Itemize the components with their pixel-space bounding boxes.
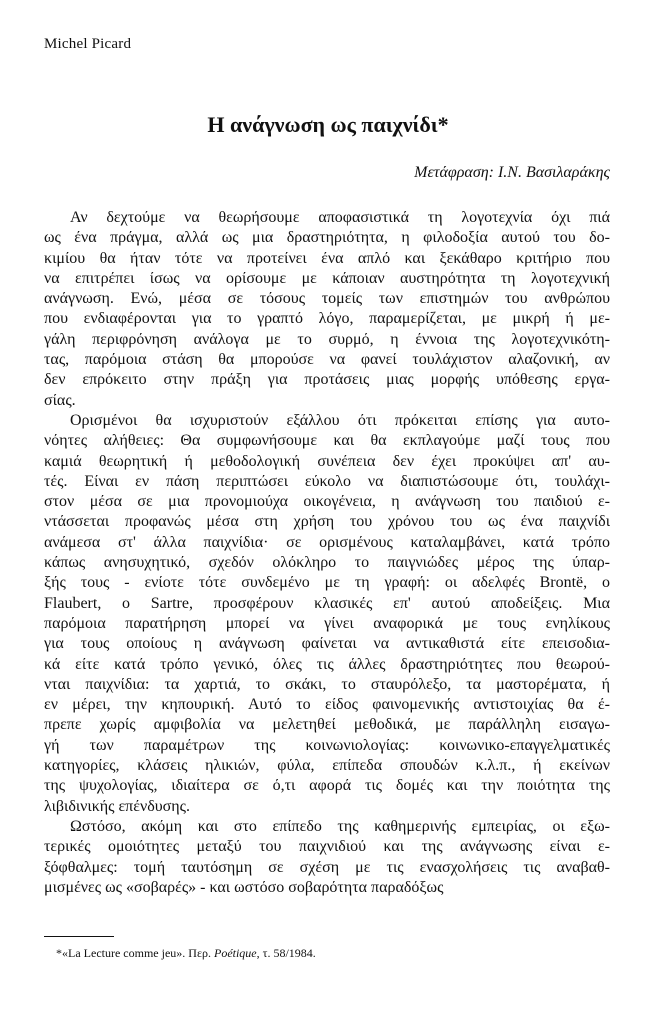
text-line: νόητες αλήθειες: Θα συμφωνήσουμε και θα εκπλαγούμε μαζί τους που <box>44 432 610 450</box>
text-line: Αν δεχτούμε να θεωρήσουμε αποφασιστικά τη λογοτεχνία όχι πιά <box>70 209 610 226</box>
text-line: Flaubert, ο Sartre, προσφέρουν κλασικές επ' αυτού αποδείξεις. Μια <box>44 594 610 612</box>
text-line: ξής τους - ενίοτε τότε συνδεμένο με τη γραφή: οι αδελφές Brontë, ο <box>44 574 610 592</box>
paragraph <box>44 817 610 898</box>
text-line: ανάμεσα στ' άλλα παιχνίδια· σε ορισμένους καταλαμβάνει, κατά τρόπο <box>44 533 610 551</box>
text-line: Ωστόσο, ακόμη και στο επίπεδο της καθημερινής εμπειρίας, οι εξω- <box>70 817 610 835</box>
running-header-author: Michel Picard <box>44 36 132 52</box>
text-line: σίας. <box>44 391 76 409</box>
text-line: δεν επρόκειτο στην πράξη για προτάσεις μιας μορφής υπόθεσης εργα- <box>44 371 610 389</box>
footnote-source-title: «La Lecture comme jeu». <box>62 946 186 960</box>
footnote-marker: * <box>56 946 62 960</box>
text-line: τερικές ομοιότητες μεταξύ του παιχνιδιού και της ανάγνωσης είναι ε- <box>44 838 610 856</box>
text-line: ως ένα πράγμα, αλλά ως μια δραστηριότητα, η φιλοδοξία αυτού του δο- <box>44 229 610 247</box>
text-line: να επιτρέπει ίσως να ορίσουμε με κάποιαν αυστηρότητα τη λογοτεχνική <box>44 269 610 287</box>
text-line: μισμένες ως «σοβαρές» - και ωστόσο σοβαρότητα παραδόξως <box>44 878 444 896</box>
text-line: ξόφθαλμες: τομή ταυτόσημη σε σχέση με τις ενασχολήσεις τις αναβαθ- <box>44 858 610 876</box>
text-line: νται παιχνίδια: τα χαρτιά, το σκάκι, το σταυρόλεξο, τα μαστορέματα, ή <box>44 675 610 693</box>
text-line: εν μέρει, την κηπουρική. Αυτό το είδος φαινομενικής αντιστοιχίας θα έ- <box>44 696 610 714</box>
text-line: Ορισμένοι θα ισχυριστούν εξάλλου ότι πρόκειται επίσης για αυτο- <box>70 411 610 429</box>
text-line: κατηγορίες, κλάσεις ηλικιών, φύλα, επίπεδα σπουδών κ.λ.π., ή εκείνων <box>44 757 610 775</box>
article-title: Η ανάγνωση ως παιχνίδι* <box>207 112 449 137</box>
text-line: λιβιδινικής επένδυσης. <box>44 797 190 815</box>
footnote-abbrev: Περ. <box>185 946 214 960</box>
footnote-issue: , τ. 58/1984. <box>256 946 316 960</box>
text-line: στον μέσα σε μια προνομιούχα οικογένεια, η ανάγνωση του παιδιού ε- <box>44 493 610 511</box>
paragraph <box>44 208 610 411</box>
text-line: ανάγνωση. Ενώ, μέσα σε τόσους τομείς των επιστημών του ανθρώπου <box>44 290 610 308</box>
text-line: κάπως ανησυχητικό, σχεδόν ολόκληρο το παιγνιώδες μέρος της ύπαρ- <box>44 554 610 572</box>
footnote-journal: Poétique <box>213 946 257 960</box>
text-line: που ενδιαφέρονται για το γραπτό λόγο, παραμερίζεται, με μικρή ή με- <box>44 310 610 328</box>
text-line: καμιά θεωρητική ή μεθοδολογική συνέπεια δεν έχει προκύψει απ' αυ- <box>44 452 610 470</box>
text-line: της ψυχολογίας, ιδιαίτερα σε ό,τι αφορά τις δομές και την ποιότητα της <box>44 777 610 795</box>
text-line: για τους οποίους η ανάγνωση φαίνεται να αντικαθιστά είτε επεισοδια- <box>44 635 610 653</box>
text-line: παρόμοια παρατήρηση μπορεί να γίνει αναφορικά με τους ενηλίκους <box>44 614 610 632</box>
text-line: τας, παρόμοια στάση θα μπορούσε να φανεί τουλάχιστον αλαζονική, αν <box>44 351 610 369</box>
footnote-divider <box>44 936 114 937</box>
text-line: πρεπε χωρίς αμφιβολία να μελετηθεί μεθοδικά, με παράλληλη εισαγω- <box>44 716 610 734</box>
text-line: γάλη περιφρόνηση ανάλογα με το συρμό, η έννοια της λογοτεχνικότη- <box>44 330 610 348</box>
translator-credit: Μετάφραση: Ι.Ν. Βασιλαράκης <box>414 164 610 181</box>
text-line: τές. Είναι εν πάση περιπτώσει εύκολο να διαπιστώσουμε ότι, τουλάχι- <box>44 472 610 490</box>
text-line: ντάσσεται προφανώς μέσα στη χρήση του χρόνου του ως ένα παιχνίδι <box>44 513 610 531</box>
paragraph <box>44 411 610 817</box>
footnote <box>56 946 316 961</box>
article-body <box>44 208 610 898</box>
text-line: γή των παραμέτρων της κοινωνιολογίας: κοινωνικο-επαγγελματικές <box>44 736 610 754</box>
text-line: κιμίου θα ήταν τότε να προτείνει ένα απλό και ξεκάθαρο κριτήριο που <box>44 249 610 267</box>
text-line: κά είτε κατά τρόπο γενικό, όλες τις άλλες δραστηριότητες που θεωρού- <box>44 655 610 673</box>
